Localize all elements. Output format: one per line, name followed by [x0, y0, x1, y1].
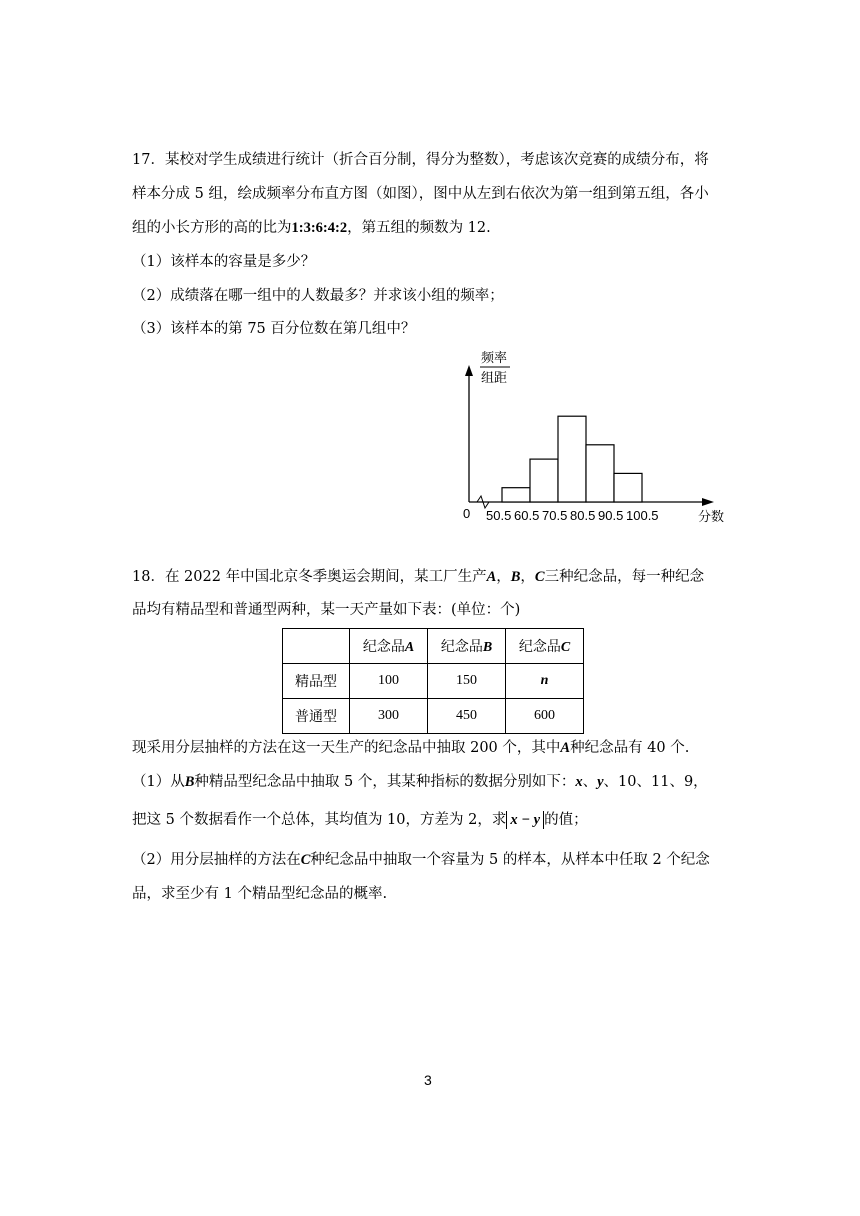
q18-intro-end: 三种纪念品，每一种纪念	[544, 569, 705, 585]
q17-ratio-prefix: 组的小长方形的高的比为	[132, 220, 292, 236]
q18-p1-values: 、10、11、9，	[603, 774, 708, 790]
row-label: 精品型	[283, 664, 350, 699]
product-c-symbol: C	[534, 569, 545, 585]
ylabel-bottom: 组距	[481, 370, 508, 385]
y-axis-arrow	[465, 365, 473, 376]
cell: 100	[350, 664, 428, 699]
x-tick-label: 70.5	[542, 508, 568, 523]
x-tick-label: 50.5	[486, 508, 512, 523]
var-x: x	[575, 774, 583, 790]
q18-p1-prefix: （1）从	[132, 774, 185, 790]
page-number: 3	[424, 1072, 432, 1088]
origin-label: 0	[463, 506, 471, 521]
ylabel-top: 频率	[481, 350, 508, 365]
q17-part-2: （2）成绩落在哪一组中的人数最多？并求该小组的频率；	[132, 288, 504, 304]
table-row-premium	[283, 664, 584, 699]
q17-line-2: 样本分成 5 组，绘成频率分布直方图（如图），图中从左到右依次为第一组到第五组，各小	[132, 186, 709, 202]
xlabel: 分数	[698, 509, 725, 524]
q18-line-1	[132, 567, 704, 587]
q18-intro: 18．在 2022 年中国北京冬季奥运会期间，某工厂生产	[132, 569, 487, 585]
header-product-c: 纪念品C	[506, 629, 584, 664]
cell: 600	[506, 699, 584, 734]
q18-part-1-line-2	[132, 810, 588, 830]
row-label: 普通型	[283, 699, 350, 734]
histogram-bar-1	[502, 488, 530, 502]
product-a-symbol: A	[486, 569, 497, 585]
abs-expression: x − y	[506, 811, 544, 829]
q18-sampling-end: 种纪念品有 40 个.	[570, 740, 690, 756]
table-corner-cell	[283, 629, 350, 664]
product-b-symbol: B	[510, 569, 521, 585]
q17-line-3	[132, 218, 491, 238]
histogram-bar-3	[558, 416, 586, 502]
q18-line-2: 品均有精品型和普通型两种，某一天产量如下表：(单位：个)	[132, 602, 521, 618]
q18-p1-line2-prefix: 把这 5 个数据看作一个总体，其均值为 10，方差为 2，求	[132, 812, 507, 828]
q18-p2-prefix: （2）用分层抽样的方法在	[132, 852, 301, 868]
q18-part-2-line-2: 品，求至少有 1 个精品型纪念品的概率.	[132, 886, 388, 902]
q17-part-3: （3）该样本的第 75 百分位数在第几组中？	[132, 321, 416, 337]
production-table	[282, 628, 584, 734]
q18-p2-suffix: 种纪念品中抽取一个容量为 5 的样本，从样本中任取 2 个纪念	[310, 852, 710, 868]
header-product-a: 纪念品A	[350, 629, 428, 664]
x-tick-label: 100.5	[626, 508, 659, 523]
x-tick-label: 80.5	[570, 508, 596, 523]
dun-sep: 、	[582, 774, 598, 790]
histogram-bar-5	[614, 473, 642, 502]
q17-part-1: （1）该样本的容量是多少？	[132, 254, 316, 270]
q17-line-1: 17．某校对学生成绩进行统计（折合百分制，得分为整数），考虑该次竞赛的成绩分布，将	[132, 152, 709, 168]
x-tick-label: 60.5	[514, 508, 540, 523]
q18-p1-line2-suffix: 的值；	[544, 812, 588, 828]
q18-sampling-text: 现采用分层抽样的方法在这一天生产的纪念品中抽取 200 个，其中	[132, 740, 561, 756]
q17-ratio-suffix: ，第五组的频数为 12.	[347, 220, 491, 236]
product-a-symbol: A	[560, 740, 571, 756]
q17-ratio: 1:3:6:4:2	[291, 220, 348, 236]
var-y: y	[597, 774, 604, 790]
product-b-symbol: B	[184, 774, 195, 790]
header-product-b: 纪念品B	[428, 629, 506, 664]
cell: 150	[428, 664, 506, 699]
q18-p1-mid: 种精品型纪念品中抽取 5 个，其某种指标的数据分别如下：	[194, 774, 576, 790]
table-header-row	[283, 629, 584, 664]
q18-part-1-line-1	[132, 772, 708, 792]
histogram-bar-2	[530, 459, 558, 502]
q18-part-2-line-1	[132, 850, 710, 870]
comma: ，	[520, 569, 535, 585]
cell: n	[506, 664, 584, 699]
q18-line-3	[132, 738, 689, 758]
x-axis-arrow	[702, 498, 714, 506]
x-tick-label: 90.5	[598, 508, 624, 523]
comma: ，	[496, 569, 511, 585]
table-row-standard	[283, 699, 584, 734]
cell: 300	[350, 699, 428, 734]
histogram	[452, 345, 742, 530]
histogram-bar-4	[586, 445, 614, 502]
cell: 450	[428, 699, 506, 734]
product-c-symbol: C	[300, 852, 311, 868]
